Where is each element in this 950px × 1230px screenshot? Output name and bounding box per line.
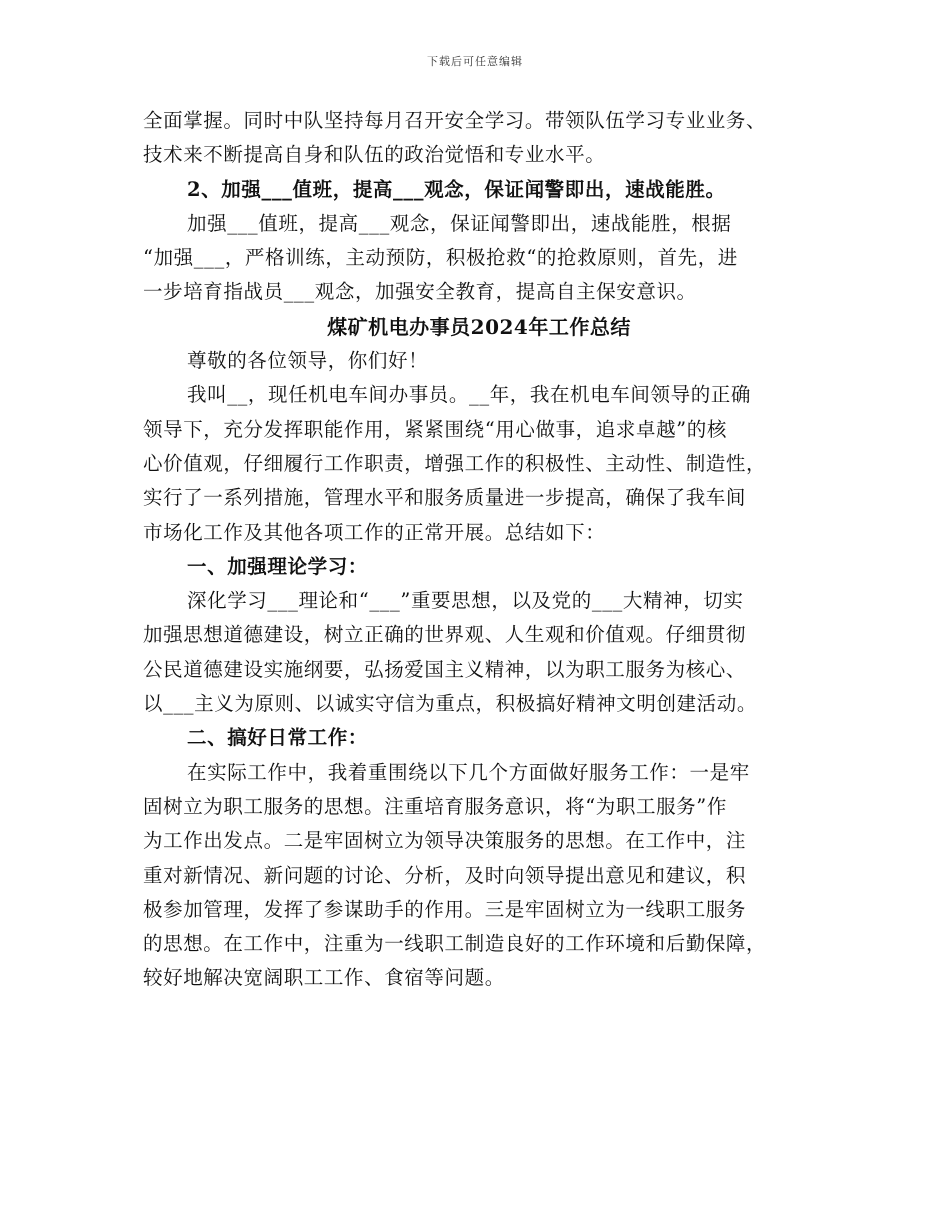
section-heading: 2、加强___值班，提高___观念，保证闻警即出，速战能胜。 — [187, 177, 726, 201]
document-body — [143, 104, 815, 996]
text-line: 加强思想道德建设，树立正确的世界观、人生观和价值观。仔细贯彻 — [143, 623, 747, 647]
document-title: 煤矿机电办事员2024年工作总结 — [327, 314, 631, 339]
text-line: “加强___，严格训练，主动预防，积极抢救“的抢救原则，首先，进 — [143, 246, 738, 270]
text-line: 深化学习___理论和“___”重要思想，以及党的___大精神，切实 — [187, 589, 744, 613]
page-header-note: 下载后可任意编辑 — [427, 55, 523, 68]
text-line: 固树立为职工服务的思想。注重培育服务意识，将“为职工服务”作 — [143, 794, 727, 818]
text-line: 极参加管理，发挥了参谋助手的作用。三是牢固树立为一线职工服务 — [143, 897, 747, 921]
text-line: 以___主义为原则、以诚实守信为重点，积极搞好精神文明创建活动。 — [143, 692, 757, 716]
text-line: 领导下，充分发挥职能作用，紧紧围绕“用心做事，追求卓越”的核 — [143, 417, 727, 441]
text-line: 市场化工作及其他各项工作的正常开展。总结如下： — [143, 520, 606, 544]
text-line: 公民道德建设实施纲要，弘扬爱国主义精神，以为职工服务为核心、 — [143, 657, 747, 681]
section-heading: 一、加强理论学习： — [187, 554, 368, 578]
text-line: 较好地解决宽阔职工工作、食宿等问题。 — [143, 966, 505, 990]
text-line: 的思想。在工作中，注重为一线职工制造良好的工作环境和后勤保障， — [143, 932, 767, 956]
text-line: 我叫__，现任机电车间办事员。__年，我在机电车间领导的正确 — [187, 383, 752, 407]
text-line: 心价值观，仔细履行工作职责，增强工作的积极性、主动性、制造性， — [143, 451, 767, 475]
section-heading: 二、搞好日常工作： — [187, 726, 368, 750]
text-line: 实行了一系列措施，管理水平和服务质量进一步提高，确保了我车间 — [143, 486, 747, 510]
text-line: 技术来不断提高自身和队伍的政治觉悟和专业水平。 — [143, 143, 606, 167]
text-line: 全面掌握。同时中队坚持每月召开安全学习。带领队伍学习专业业务、 — [143, 109, 767, 132]
text-line: 一步培育指战员___观念，加强安全教育，提高自主保安意识。 — [143, 280, 697, 304]
text-line: 在实际工作中，我着重围绕以下几个方面做好服务工作：一是牢 — [187, 760, 750, 784]
text-line: 加强___值班，提高___观念，保证闻警即出，速战能胜，根据 — [187, 211, 732, 235]
greeting-line: 尊敬的各位领导，你们好！ — [187, 349, 429, 373]
text-line: 为工作出发点。二是牢固树立为领导决策服务的思想。在工作中，注 — [143, 829, 747, 853]
text-line: 重对新情况、新问题的讨论、分析，及时向领导提出意见和建议，积 — [143, 863, 747, 887]
